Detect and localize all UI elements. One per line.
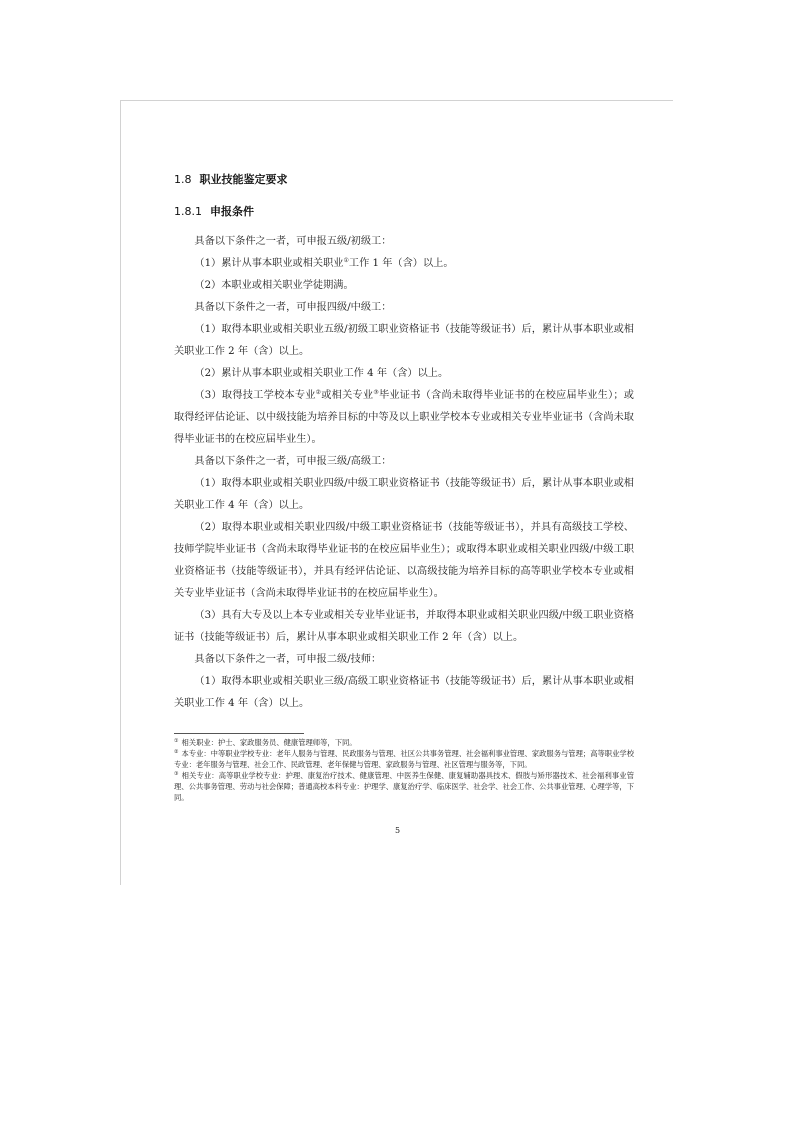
- footnote-reference[interactable]: ③: [373, 389, 379, 396]
- paragraph: （2）累计从事本职业或相关职业工作 4 年（含）以上。: [194, 368, 449, 379]
- footnote-divider: [174, 733, 304, 734]
- paragraph: （3）具有大专及以上本专业或相关专业毕业证书，并取得本职业或相关职业四级/中级工职业资格证书（技能等级证书）后，累计从事本职业或相关职业工作 2 年（含）以上。: [174, 610, 634, 643]
- body-text: [174, 231, 634, 715]
- paragraph: （1）累计从事本职业或相关职业①工作 1 年（含）以上。: [194, 257, 454, 269]
- subsection-title: 申报条件: [210, 205, 254, 218]
- subsection-number: 1.8.1: [174, 205, 202, 218]
- footnote: [174, 737, 634, 748]
- paragraph: 具备以下条件之一者，可申报二级/技师：: [194, 654, 382, 665]
- section-number: 1.8: [174, 173, 192, 186]
- subsection-heading: [174, 203, 634, 219]
- page-number: 5: [394, 826, 401, 835]
- paragraph: 具备以下条件之一者，可申报五级/初级工：: [194, 236, 392, 247]
- paragraph: （2）取得本职业或相关职业四级/中级工职业资格证书（技能等级证书），并具有高级技工学校、技师学院毕业证书（含尚未取得毕业证书的在校应届毕业生）；或取得本职业或相关职业四级/中级工职业资格证书（技能等级证书），并具有经评估论证、以高级技能为培养目标的高等职业学校本专业或相关专业毕业证书（含尚未取得毕业证书的在校应届毕业生）。: [174, 522, 634, 599]
- footnote-mark: ①: [174, 738, 179, 744]
- page-content: [174, 171, 634, 715]
- paragraph: （1）取得本职业或相关职业三级/高级工职业资格证书（技能等级证书）后，累计从事本职业或相关职业工作 4 年（含）以上。: [174, 676, 634, 709]
- footnote: [174, 770, 634, 803]
- paragraph: （2）本职业或相关职业学徒期满。: [194, 280, 354, 291]
- section-heading: [174, 171, 634, 187]
- footnote-text: 本专业：中等职业学校专业：老年人服务与管理、民政服务与管理、社区公共事务管理、社会福利事业管理、家政服务与管理；高等职业学校专业：老年服务与管理、社会工作、民政管理、老年保健与管理、家政服务与管理、社区管理与服务等，下同。: [174, 749, 634, 769]
- paragraph: （3）取得技工学校本专业②或相关专业③毕业证书（含尚未取得毕业证书的在校应届毕业生）；或取得经评估论证、以中级技能为培养目标的中等及以上职业学校本专业或相关专业毕业证书（含尚未取得毕业证书的在校应届毕业生）。: [174, 389, 634, 445]
- footnote-text: 相关专业：高等职业学校专业：护理、康复治疗技术、健康管理、中医养生保健、康复辅助器具技术、假肢与矫形器技术、社会福利事业管理、公共事务管理、劳动与社会保障；普通高校本科专业：护理学、康复治疗学、临床医学、社会学、社会工作、公共事业管理、心理学等，下同。: [174, 771, 634, 802]
- footnote: [174, 748, 634, 770]
- footnote-mark: ③: [174, 771, 179, 777]
- section-title: 职业技能鉴定要求: [199, 173, 288, 186]
- footnotes: [174, 733, 634, 803]
- footnote-text: 相关职业：护士、家政服务员、健康管理师等，下同。: [181, 738, 357, 747]
- paragraph: 具备以下条件之一者，可申报四级/中级工：: [194, 302, 392, 313]
- paragraph: （1）取得本职业或相关职业五级/初级工职业资格证书（技能等级证书）后，累计从事本职业或相关职业工作 2 年（含）以上。: [174, 324, 634, 357]
- paragraph: （1）取得本职业或相关职业四级/中级工职业资格证书（技能等级证书）后，累计从事本职业或相关职业工作 4 年（含）以上。: [174, 478, 634, 511]
- footnote-mark: ②: [174, 749, 179, 755]
- footnote-reference[interactable]: ②: [315, 389, 322, 396]
- footnote-list: [174, 737, 634, 803]
- paragraph: 具备以下条件之一者，可申报三级/高级工：: [194, 456, 392, 467]
- footnote-reference[interactable]: ①: [343, 257, 349, 264]
- document-page: [120, 100, 673, 885]
